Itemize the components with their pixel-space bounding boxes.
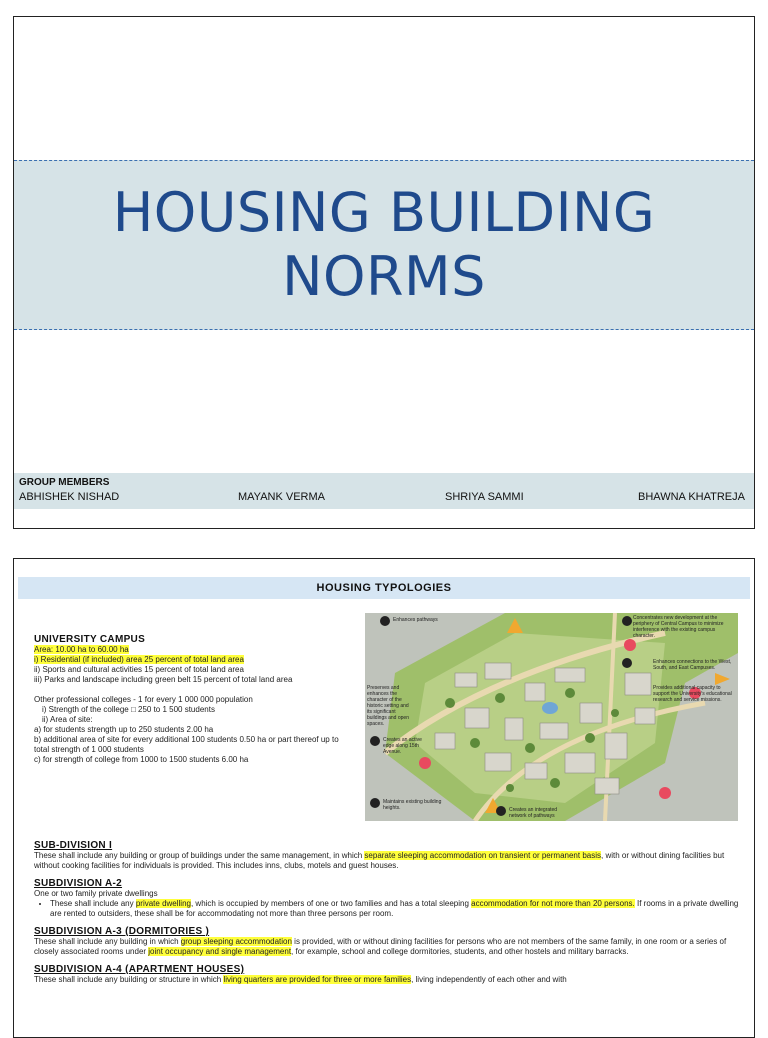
subdivision-a4 [34,965,740,985]
subdivision-a3-highlight-2: joint occupancy and single management [148,947,292,956]
college-area-b: b) additional area of site for every additional 100 students 0.50 ha or part thereof up to total strength of 1 000 students [34,735,339,754]
map-label-1: Enhances pathways [393,617,438,623]
title-line-2: NORMS [282,245,486,308]
member-2: MAYANK VERMA [238,491,325,503]
title-line-1: HOUSING BUILDING [112,181,656,244]
map-label-3: Enhances connections to the West, South, and East Campuses. [653,659,732,671]
map-label-4: Provides additional capacity to support the University's educational research and service missions. [653,685,732,703]
university-campus-section [34,635,354,765]
campus-master-plan-image [365,613,738,821]
subdivision-a4-title: SUBDIVISION A-4 (APARTMENT HOUSES) [34,964,245,975]
college-area-a: a) for students strength up to 250 students 2.00 ha [34,725,214,734]
page-title [113,181,656,309]
subdivision-a2-list [34,899,740,919]
member-4: BHAWNA KHATREJA [638,491,745,503]
map-label-6: Creates an active edge along 15th Avenue. [383,737,422,755]
subdivision-a3 [34,927,740,957]
map-label-2: Concentrates new development at the periphery of Central Campus to minimize interference with the existing campus character. [633,615,724,639]
map-label-7: Maintains existing building heights. [383,799,442,811]
campus-area: Area: 10.00 ha to 60.00 ha [34,645,129,654]
subdivision-a2-text-end: If rooms in a private dwelling are rented to outsiders, these shall be for accommodating not more than three persons per room. [50,899,739,918]
member-3: SHRIYA SAMMI [445,491,524,503]
subdivision-a3-title: SUBDIVISION A-3 (DORMITORIES ) [34,926,210,937]
subdivision-a4-text-end: , living independently of each other and with [411,975,567,984]
list-item [50,899,740,919]
college-strength: i) Strength of the college □ 250 to 1 500 students [42,705,215,714]
map-label-5: Preserves and enhances the character of the historic setting and its significant buildings and open spaces. [367,685,409,727]
typologies-heading: HOUSING TYPOLOGIES [316,582,452,594]
subdivision-a3-highlight-1: group sleeping accommodation [180,937,292,946]
subdivision-1 [34,841,740,871]
college-area-site: ii) Area of site: [42,715,93,724]
map-label-8: Creates an integrated network of pathways [509,807,558,819]
subdivision-a3-text: These shall include any building in which [34,937,181,946]
subdivision-a2 [34,879,740,919]
subdivision-a3-text-end: , for example, school and college dormitories, students, and other hostels and military barracks. [291,947,629,956]
subdivision-1-title: SUB-DIVISION I [34,840,113,851]
campus-sports: ii) Sports and cultural activities 15 percent of total land area [34,665,244,674]
subdivision-a4-highlight: living quarters are provided for three or more families [223,975,412,984]
subdivision-a2-text-mid: , which is occupied by members of one or two families and has a total sleeping [190,899,472,908]
title-band [14,160,754,330]
member-1: ABHISHEK NISHAD [19,491,120,503]
subdivision-a2-title: SUBDIVISION A-2 [34,878,123,889]
subdivision-a2-text: These shall include any [50,899,136,908]
group-members-band [14,473,754,509]
subdivision-a2-line: One or two family private dwellings [34,889,158,898]
campus-parks: iii) Parks and landscape including green belt 15 percent of total land area [34,675,293,684]
college-area-c: c) for strength of college from 1000 to 1500 students 6.00 ha [34,755,249,764]
campus-residential: i) Residential (if included) area 25 percent of total land area [34,655,244,664]
group-members-label: GROUP MEMBERS [19,477,110,488]
typologies-slide [13,558,755,1038]
subdivision-1-highlight: separate sleeping accommodation on transient or permanent basis [364,851,602,860]
university-campus-title: UNIVERSITY CAMPUS [34,634,146,645]
subdivision-a4-text: These shall include any building or structure in which [34,975,224,984]
subdivisions-section [34,841,740,993]
title-slide [13,16,755,529]
subdivision-a2-highlight-2: accommodation for not more than 20 persons. [471,899,635,908]
campus-map-illustration [365,613,738,821]
typologies-heading-band [18,577,750,599]
subdivision-a3-text-mid: is provided, with or without dining facilities for persons who are not members of the same family, in one room or a series of closely associated rooms under [34,937,727,956]
other-colleges: Other professional colleges - 1 for every 1 000 000 population [34,695,253,704]
subdivision-1-text: These shall include any building or group of buildings under the same management, in which [34,851,365,860]
subdivision-a2-highlight-1: private dwelling [135,899,191,908]
subdivision-1-text-end: , with or without dining facilities but without cooking facilities for individuals is provided. This includes inns, clubs, motels and guest houses. [34,851,725,870]
